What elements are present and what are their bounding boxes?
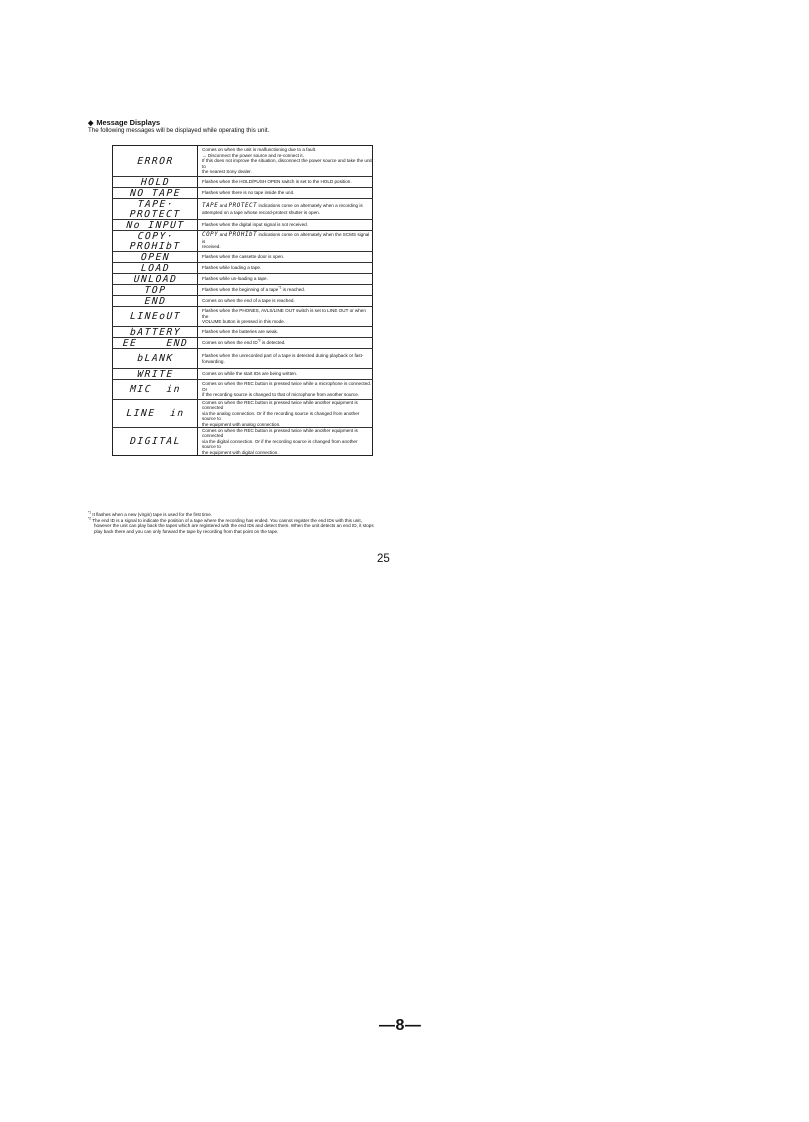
message-description bbox=[198, 220, 373, 231]
message-description bbox=[198, 252, 373, 263]
description-line: TAPE and PROTECT indications come on alternately when a recording is bbox=[202, 203, 363, 210]
footnotes bbox=[88, 512, 378, 534]
description-line: received. bbox=[202, 244, 221, 250]
description-line: Comes on when the unit is malfunctioning due to a fault. bbox=[202, 147, 317, 153]
description-line: Comes on when the end ID$^{*2}$ is detected. bbox=[202, 338, 286, 346]
message-row bbox=[113, 188, 373, 199]
lcd-code-line: DIGITAL bbox=[129, 435, 181, 447]
description-line: If this does not improve the situation, disconnect the power source and take the unit to bbox=[202, 158, 372, 169]
description-line: forwarding. bbox=[202, 358, 225, 364]
footnote-2: $^{*2}$ The end ID is a signal to indicate the position of a tape where the recording has ended. You cannot register the end IDs with this unit, however the unit can play back the tapes which are registered with the end IDs and detect them. When the unit detects an end ID, it stops play back there and you can only forward the tape by recording from that point on the tape. bbox=[88, 516, 374, 534]
lcd-message-code bbox=[112, 349, 198, 369]
message-row bbox=[113, 349, 373, 369]
section-title: Message Displays bbox=[96, 118, 161, 127]
lcd-message-code bbox=[112, 199, 198, 220]
section-intro: The following messages will be displayed while operating this unit. bbox=[88, 127, 270, 134]
lcd-message-code bbox=[112, 285, 198, 296]
message-row bbox=[113, 220, 373, 231]
message-description bbox=[198, 231, 373, 252]
description-line: Flashes while loading a tape. bbox=[202, 265, 262, 271]
sheet-number: —8— bbox=[379, 1017, 422, 1034]
lcd-code-line: PROHIbT bbox=[128, 240, 181, 251]
diamond-bullet-icon: ◆ bbox=[88, 120, 94, 127]
message-description bbox=[198, 380, 373, 400]
lcd-code-line: LINE in bbox=[125, 407, 185, 419]
message-row bbox=[113, 369, 373, 380]
lcd-message-code bbox=[112, 327, 198, 338]
message-row bbox=[113, 177, 373, 188]
lcd-message-code bbox=[112, 188, 198, 199]
lcd-code-line: ERROR bbox=[136, 155, 174, 166]
description-line: Flashes when the beginning of a tape$^{*1}$ is reached. bbox=[202, 285, 306, 293]
lcd-code-line: NO TAPE bbox=[129, 187, 181, 198]
message-description bbox=[198, 338, 373, 349]
lcd-message-code bbox=[112, 274, 198, 285]
lcd-message-code bbox=[112, 428, 199, 456]
lcd-message-code bbox=[112, 220, 198, 231]
description-line: the nearest Sony dealer. bbox=[202, 169, 252, 175]
lcd-code-line: UNLOAD bbox=[132, 273, 178, 284]
message-description bbox=[198, 146, 373, 177]
lcd-message-code bbox=[112, 263, 198, 274]
lcd-code-line: MIC in bbox=[129, 383, 181, 395]
lcd-code-line: TOP bbox=[143, 284, 167, 295]
message-row bbox=[113, 263, 373, 274]
lcd-message-code bbox=[112, 252, 198, 263]
message-description bbox=[198, 188, 373, 199]
lcd-code-line: OPEN bbox=[140, 251, 170, 262]
description-line: Flashes when the unrecorded part of a tape is detected during playback or fast- bbox=[202, 353, 364, 359]
description-line: Flashes when the batteries are weak. bbox=[202, 329, 279, 335]
page-number: 25 bbox=[377, 553, 390, 565]
description-line: Flashes when the cassette door is open. bbox=[202, 254, 285, 260]
lcd-code-line: PROTECT bbox=[128, 208, 181, 219]
message-row bbox=[113, 285, 373, 296]
lcd-message-code bbox=[112, 369, 198, 380]
lcd-code-line: END bbox=[143, 295, 167, 306]
description-line: attempted on a tape whose record-protect shutter is open. bbox=[202, 209, 320, 215]
description-line: Flashes when the PHONES, AVLS/LINE OUT switch is set to LINE OUT or when the bbox=[202, 308, 366, 319]
message-description bbox=[198, 307, 373, 327]
description-line: via the analog connection. Or if the recording source is changed from another source to bbox=[202, 410, 360, 422]
description-line: if the recording source is changed to that of microphone from another source. bbox=[202, 392, 360, 398]
lcd-code-line: COPY· bbox=[136, 230, 174, 241]
message-row bbox=[113, 307, 373, 327]
lcd-code-line: WRITE bbox=[136, 368, 174, 379]
lcd-code-line: TAPE· bbox=[136, 198, 174, 209]
message-row bbox=[113, 338, 373, 349]
lcd-message-code bbox=[112, 296, 198, 307]
lcd-code-line: No INPUT bbox=[125, 219, 185, 230]
message-description bbox=[198, 400, 373, 428]
lcd-code-line: LOAD bbox=[140, 262, 170, 273]
message-row bbox=[113, 199, 373, 220]
message-description bbox=[198, 296, 373, 307]
description-line: Flashes when there is no tape inside the unit. bbox=[202, 190, 295, 196]
message-description bbox=[198, 274, 373, 285]
message-description bbox=[198, 263, 373, 274]
description-line: Flashes when the HOLD/PUSH OPEN switch is set to the HOLD position. bbox=[202, 179, 352, 185]
description-line: COPY and PROHIbT indications come on alternately when the SCMS signal is bbox=[202, 232, 370, 244]
message-row bbox=[113, 146, 373, 177]
message-row bbox=[113, 231, 373, 252]
message-row bbox=[113, 400, 373, 428]
message-description bbox=[198, 327, 373, 338]
lcd-code-line: HOLD bbox=[140, 176, 170, 187]
description-line: VOLUME button is pressed in this mode. bbox=[202, 319, 285, 325]
description-line: → Disconnect the power source and re-connect it. bbox=[202, 152, 304, 158]
message-description bbox=[198, 285, 373, 296]
description-line: the equipment with analog connection. bbox=[202, 421, 281, 427]
lcd-message-code bbox=[112, 177, 198, 188]
lcd-code-line: EE END bbox=[121, 337, 189, 348]
message-display-table bbox=[112, 145, 373, 456]
lcd-message-code bbox=[111, 146, 198, 177]
description-line: Comes on when the end of a tape is reached. bbox=[202, 298, 295, 304]
lcd-code-line: bATTERY bbox=[129, 326, 181, 337]
message-description bbox=[198, 349, 373, 369]
message-row bbox=[113, 252, 373, 263]
message-description bbox=[198, 199, 373, 220]
footnote-1: $^{*1}$ It flashes when a new (virgin) tape is used for the first time. bbox=[88, 510, 213, 517]
description-line: Comes on while the start IDs are being written. bbox=[202, 371, 298, 377]
message-row bbox=[113, 296, 373, 307]
lcd-message-code bbox=[112, 400, 199, 428]
description-line: Comes on when the REC button is pressed twice while another equipment is connected bbox=[202, 428, 358, 439]
lcd-code-line: LINEoUT bbox=[129, 310, 181, 322]
lcd-message-code bbox=[112, 338, 198, 349]
description-line: Flashes while un-loading a tape. bbox=[202, 276, 268, 282]
lcd-code-line: bLANK bbox=[136, 352, 174, 364]
message-row bbox=[113, 327, 373, 338]
lcd-message-code bbox=[112, 380, 198, 400]
message-row bbox=[113, 428, 373, 456]
description-line: Flashes when the digital input signal is not received. bbox=[202, 222, 308, 228]
lcd-message-code bbox=[112, 307, 198, 327]
message-description bbox=[198, 369, 373, 380]
description-line: Comes on when the REC button is pressed twice while a microphone is connected. Or bbox=[202, 381, 372, 392]
message-row bbox=[113, 274, 373, 285]
message-description bbox=[198, 428, 373, 456]
lcd-message-code bbox=[112, 231, 198, 252]
message-description bbox=[198, 177, 373, 188]
description-line: via the digital connection. Or if the recording source is changed from another source to bbox=[202, 438, 358, 450]
message-row bbox=[113, 380, 373, 400]
description-line: the equipment with digital connection. bbox=[202, 449, 279, 455]
description-line: Comes on when the REC button is pressed twice while another equipment is connected bbox=[202, 400, 358, 411]
